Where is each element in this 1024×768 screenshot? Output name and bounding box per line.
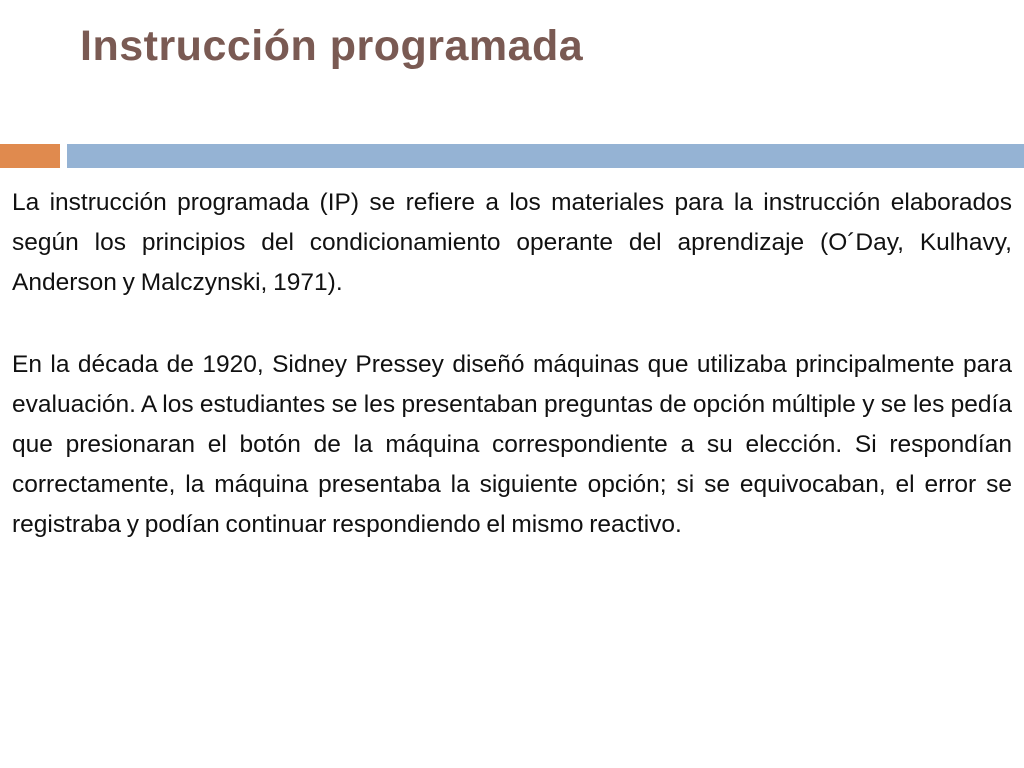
body-paragraph-definition: La instrucción programada (IP) se refiere a los materiales para la instrucción elaborados según los principios del condicionamiento operante del aprendizaje (O´Day, Kulhavy, Anderson y Malczynski, 1971).	[12, 189, 1012, 296]
slide-title: Instrucción programada	[80, 22, 584, 70]
accent-bar-blue	[67, 144, 1024, 168]
accent-bar-orange	[0, 144, 60, 168]
slide-body	[12, 183, 1012, 587]
body-paragraph-history: En la década de 1920, Sidney Pressey diseñó máquinas que utilizaba principalmente para evaluación. A los estudiantes se les presentaban preguntas de opción múltiple y se les pedía que presionaran el botón de la máquina correspondiente a su elección. Si respondían correctamente, la máquina presentaba la siguiente opción; si se equivocaban, el error se registraba y podían continuar respondiendo el mismo reactivo.	[12, 351, 1012, 538]
